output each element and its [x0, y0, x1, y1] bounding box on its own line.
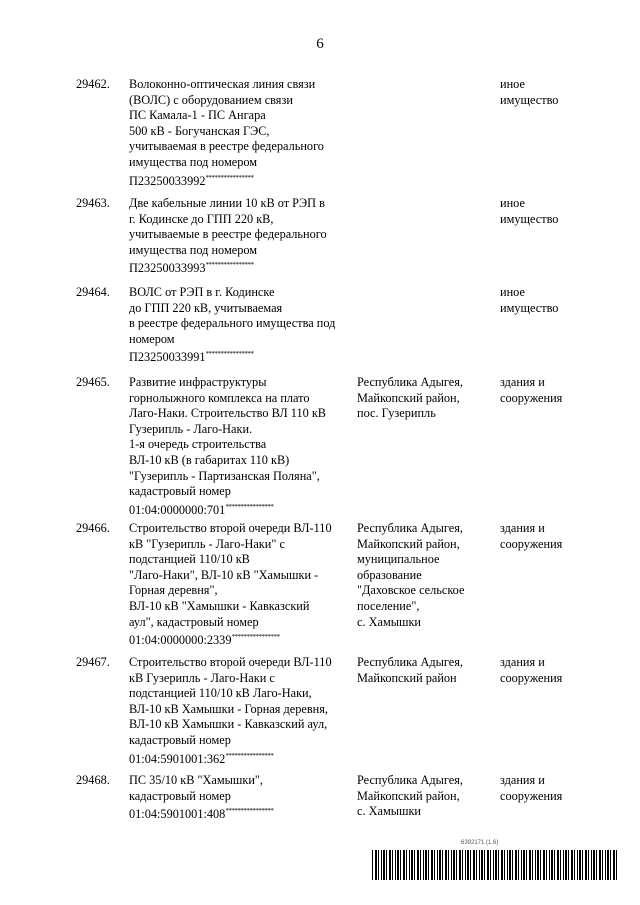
type-line: имущество — [500, 300, 559, 315]
description-line: П23250033992 — [129, 173, 206, 188]
location-line: с. Хамышки — [357, 614, 422, 629]
type-line: сооружения — [500, 536, 563, 551]
type-line: иное — [500, 196, 525, 210]
description-line: подстанцией 110/10 кВ Лаго-Наки, — [129, 686, 312, 701]
location-line: Республика Адыгея, — [357, 521, 463, 535]
description-line: в реестре федерального имущества под — [129, 316, 336, 331]
description-line: аул", кадастровый номер — [129, 614, 259, 629]
footnote-marker: **************** — [205, 173, 254, 182]
description-line: 1-я очередь строительства — [129, 437, 267, 452]
entry-description — [129, 773, 354, 823]
description-last-line — [129, 171, 354, 190]
location-line: с. Хамышки — [357, 804, 422, 819]
description-line: учитываемые в реестре федерального — [129, 227, 327, 242]
description-last-line — [129, 749, 354, 768]
entry-location — [357, 773, 497, 820]
description-line: Гузерипль - Лаго-Наки. — [129, 421, 253, 436]
description-last-line — [129, 500, 354, 519]
description-line: 01:04:5901001:362 — [129, 751, 226, 766]
description-line: Строительство второй очереди ВЛ-110 — [129, 521, 332, 535]
page-number: 6 — [316, 36, 324, 52]
description-line: ПС 35/10 кВ "Хамышки", — [129, 773, 264, 787]
entry-number: 29463. — [76, 196, 110, 210]
entry-number: 29468. — [76, 773, 110, 787]
description-line: кадастровый номер — [129, 732, 231, 747]
description-line: имущества под номером — [129, 242, 258, 257]
entry-number: 29466. — [76, 521, 110, 535]
location-line: Майкопский район, — [357, 390, 460, 405]
location-line: Майкопский район — [357, 670, 457, 685]
footnote-marker: **************** — [205, 350, 254, 359]
footnote-marker: **************** — [205, 261, 254, 270]
location-line: Республика Адыгея, — [357, 773, 463, 787]
description-line: ПС Камала-1 - ПС Ангара — [129, 108, 266, 123]
entry-type — [500, 285, 610, 316]
location-line: муниципальное — [357, 552, 440, 567]
description-line: г. Кодинске до ГПП 220 кВ, — [129, 211, 274, 226]
description-last-line — [129, 630, 354, 649]
type-line: сооружения — [500, 788, 563, 803]
description-line: "Лаго-Наки", ВЛ-10 кВ "Хамышки - — [129, 567, 319, 582]
description-line: Развитие инфраструктуры — [129, 375, 267, 389]
document-code: 6392171 (1.6) — [461, 840, 499, 846]
entry-number: 29465. — [76, 375, 110, 389]
entry-type — [500, 773, 610, 804]
location-line: образование — [357, 567, 422, 582]
type-line: иное — [500, 285, 525, 299]
location-line: Республика Адыгея, — [357, 655, 463, 669]
entry-description — [129, 521, 354, 649]
location-line: Майкопский район, — [357, 536, 460, 551]
footnote-marker: **************** — [225, 751, 274, 760]
entry-type — [500, 655, 610, 686]
type-line: здания и — [500, 773, 545, 787]
description-line: имущества под номером — [129, 154, 258, 169]
description-line: 01:04:0000000:2339 — [129, 633, 232, 648]
entry-number: 29467. — [76, 655, 110, 669]
type-line: сооружения — [500, 390, 563, 405]
description-line: 500 кВ - Богучанская ГЭС, — [129, 123, 270, 138]
description-line: П23250033993 — [129, 261, 206, 276]
barcode — [372, 850, 618, 880]
entry-description — [129, 375, 354, 518]
type-line: сооружения — [500, 670, 563, 685]
description-line: Две кабельные линии 10 кВ от РЭП в — [129, 196, 325, 210]
description-last-line — [129, 258, 354, 277]
description-line: номером — [129, 331, 175, 346]
description-line: кадастровый номер — [129, 788, 231, 803]
entry-type — [500, 375, 610, 406]
description-line: Строительство второй очереди ВЛ-110 — [129, 655, 332, 669]
description-line: ВЛ-10 кВ Хамышки - Горная деревня, — [129, 701, 328, 716]
description-line: кадастровый номер — [129, 484, 231, 499]
description-line: Волоконно-оптическая линия связи — [129, 77, 316, 91]
entry-number: 29464. — [76, 285, 110, 299]
location-line: пос. Гузерипль — [357, 406, 436, 421]
footnote-marker: **************** — [225, 502, 274, 511]
description-line: кВ Гузерипль - Лаго-Наки с — [129, 670, 275, 685]
type-line: здания и — [500, 521, 545, 535]
description-line: ВЛ-10 кВ "Хамышки - Кавказский — [129, 598, 310, 613]
description-line: ВЛ-10 кВ (в габаритах 110 кВ) — [129, 452, 290, 467]
location-line: Майкопский район, — [357, 788, 460, 803]
description-line: 01:04:5901001:408 — [129, 807, 226, 822]
description-line: до ГПП 220 кВ, учитываемая — [129, 300, 283, 315]
description-last-line — [129, 804, 354, 823]
description-line: кВ "Гузерипль - Лаго-Наки" с — [129, 536, 285, 551]
location-line: "Даховское сельское — [357, 583, 465, 598]
description-line: (ВОЛС) с оборудованием связи — [129, 92, 293, 107]
description-line: Лаго-Наки. Строительство ВЛ 110 кВ — [129, 406, 327, 421]
entry-type — [500, 77, 610, 108]
entry-description — [129, 77, 354, 189]
description-line: ВОЛС от РЭП в г. Кодинске — [129, 285, 275, 299]
type-line: здания и — [500, 655, 545, 669]
description-last-line — [129, 347, 354, 366]
entry-location — [357, 655, 497, 686]
description-line: ВЛ-10 кВ Хамышки - Кавказский аул, — [129, 717, 328, 732]
entry-description — [129, 285, 354, 366]
location-line: Республика Адыгея, — [357, 375, 463, 389]
footnote-marker: **************** — [225, 807, 274, 816]
entry-description — [129, 196, 354, 277]
description-line: П23250033991 — [129, 350, 206, 365]
type-line: имущество — [500, 211, 559, 226]
type-line: имущество — [500, 92, 559, 107]
description-line: Горная деревня", — [129, 583, 218, 598]
entry-type — [500, 196, 610, 227]
description-line: "Гузерипль - Партизанская Поляна", — [129, 468, 320, 483]
entry-description — [129, 655, 354, 767]
entry-location — [357, 375, 497, 422]
entry-type — [500, 521, 610, 552]
description-line: подстанцией 110/10 кВ — [129, 552, 250, 567]
description-line: горнолыжного комплекса на плато — [129, 390, 310, 405]
entry-location — [357, 521, 497, 630]
type-line: иное — [500, 77, 525, 91]
description-line: учитываемая в реестре федерального — [129, 139, 324, 154]
entry-number: 29462. — [76, 77, 110, 91]
type-line: здания и — [500, 375, 545, 389]
description-line: 01:04:0000000:701 — [129, 502, 226, 517]
location-line: поселение", — [357, 598, 420, 613]
footnote-marker: **************** — [231, 633, 280, 642]
